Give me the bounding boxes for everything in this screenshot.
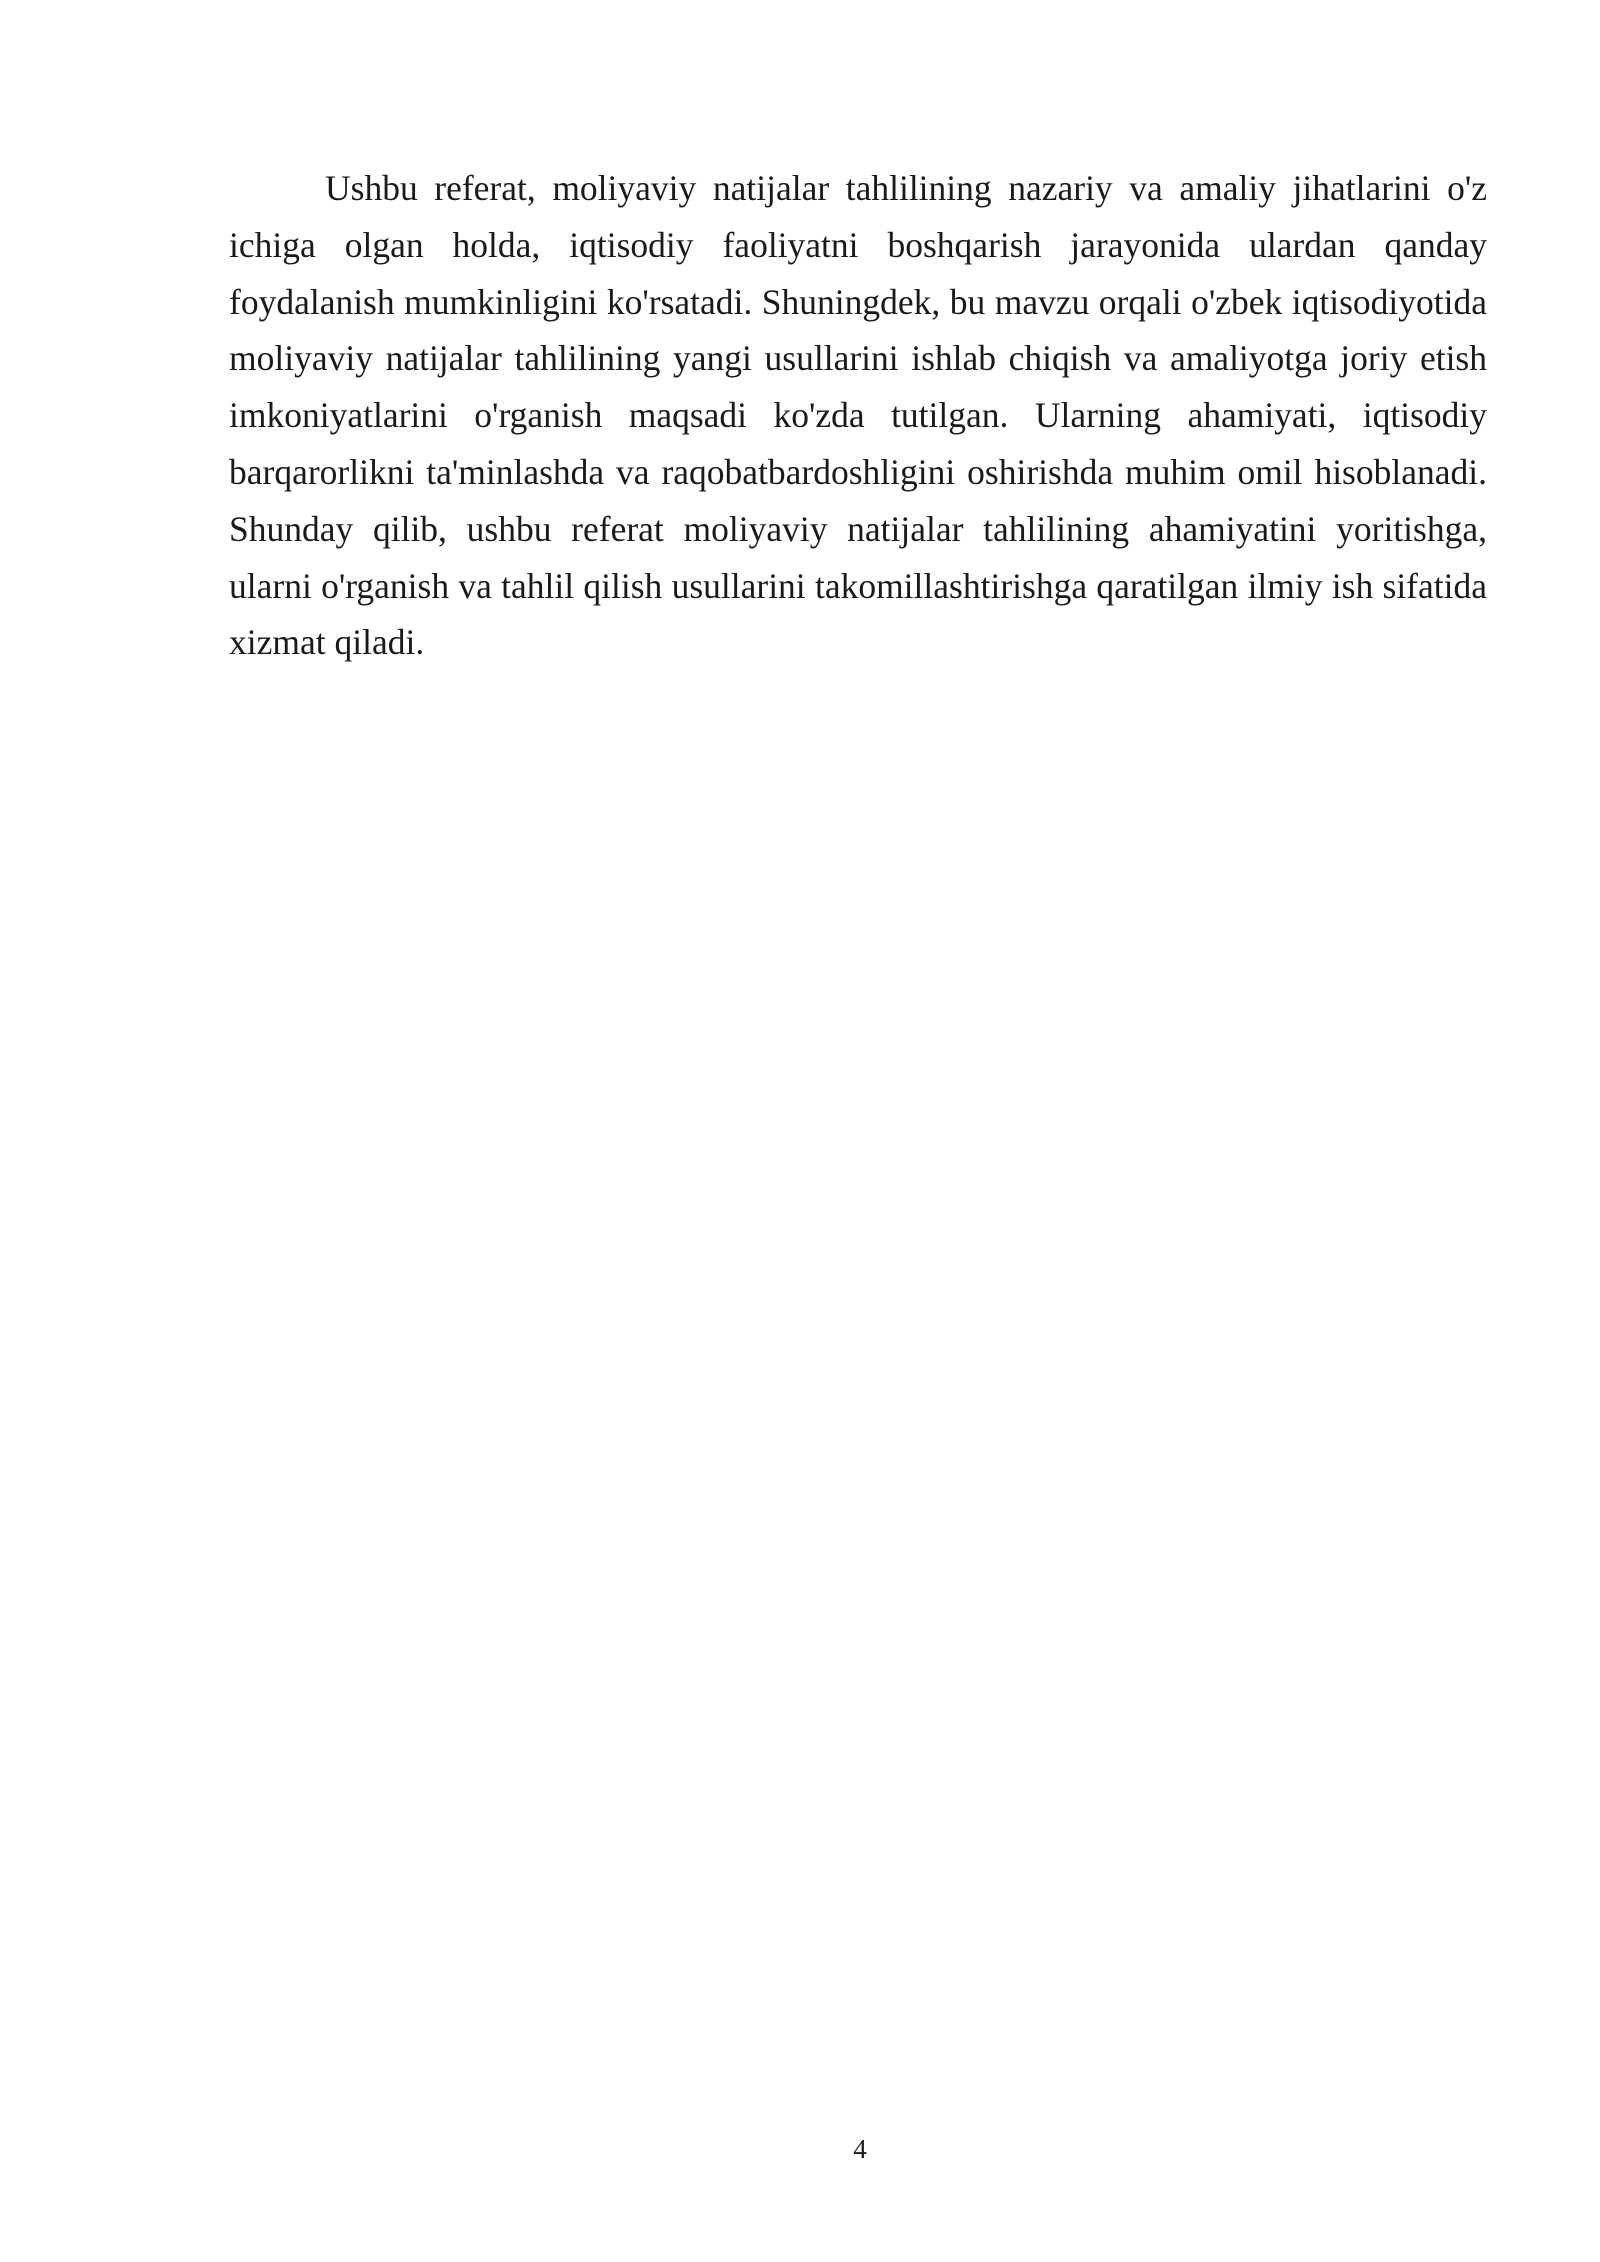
page-number: 4: [853, 2134, 867, 2164]
body-paragraph: Ushbu referat, moliyaviy natijalar tahlilining nazariy va amaliy jihatlarini o'z ichiga olgan holda, iqtisodiy faoliyatni boshqarish jarayonida ulardan qanday foydalanish mumkinligini ko'rsatadi. Shuningdek, bu mavzu orqali o'zbek iqtisodiyotida moliyaviy natijalar tahlilining yangi usullarini ishlab chiqish va amaliyotga joriy etish imkoniyatlarini o'rganish maqsadi ko'zda tutilgan. Ularning ahamiyati, iqtisodiy barqarorlikni ta'minlashda va raqobatbardoshligini oshirishda muhim omil hisoblanadi. Shunday qilib, ushbu referat moliyaviy natijalar tahlilining ahamiyatini yoritishga, ularni o'rganish va tahlil qilish usullarini takomillashtirishga qaratilgan ilmiy ish sifatida xizmat qiladi.: [229, 168, 1487, 663]
